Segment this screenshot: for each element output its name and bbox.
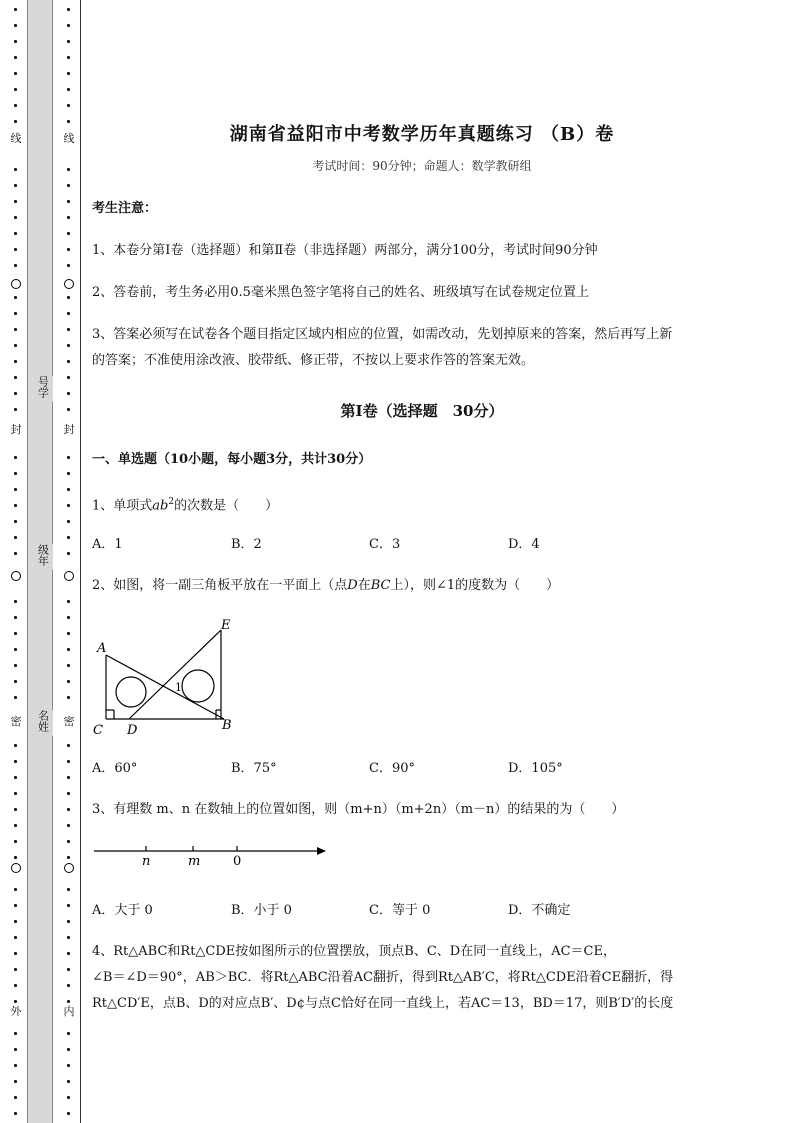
binding-dot — [67, 200, 70, 203]
binding-dot — [14, 312, 17, 315]
q2-point-d: D — [347, 578, 358, 593]
q3-number-line — [92, 838, 332, 868]
outer-mark-feng: 封 — [8, 424, 24, 436]
q3-option-a[interactable]: A．大于 0 — [92, 903, 153, 918]
binding-hole-circle — [64, 571, 74, 581]
binding-dot — [67, 888, 70, 891]
fig-label-a: A — [97, 641, 107, 656]
binding-dot — [67, 600, 70, 603]
binding-dot — [67, 184, 70, 187]
binding-dot — [14, 232, 17, 235]
binding-dot — [14, 1000, 17, 1003]
question-3: 3、有理数 m、n 在数轴上的位置如图，则（m+n）（m+2n）（m－n）的结果的为（ ） — [92, 802, 625, 817]
binding-dot — [14, 216, 17, 219]
q2-stem-post: 上），则∠1的度数为（ ） — [390, 578, 560, 593]
inner-dotted-line — [64, 0, 74, 1123]
binding-dot — [67, 968, 70, 971]
question-4-line-1: 4、Rt△ABC和Rt△CDE按如图所示的位置摆放，顶点B、C、D在同一直线上，AC＝CE， — [92, 944, 616, 959]
notice-item-1: 1、本卷分第I卷（选择题）和第Ⅱ卷（非选择题）两部分，满分100分，考试时间90分钟 — [92, 243, 598, 258]
binding-dot — [14, 760, 17, 763]
binding-dot — [67, 1048, 70, 1051]
q2-option-c[interactable]: C．90° — [369, 761, 415, 776]
binding-dot — [67, 792, 70, 795]
binding-dot — [14, 1112, 17, 1115]
inner-mark-nei: 内 — [61, 1006, 77, 1018]
q3-option-d[interactable]: D．不确定 — [508, 903, 571, 918]
binding-dot — [14, 520, 17, 523]
binding-dot — [14, 40, 17, 43]
binding-dot — [67, 744, 70, 747]
outer-mark-mi: 密 — [8, 716, 24, 728]
binding-dot — [67, 456, 70, 459]
outer-mark-xian: 线 — [8, 133, 24, 145]
binding-dot — [67, 648, 70, 651]
q1-math: ab — [152, 498, 169, 514]
binding-dot — [14, 200, 17, 203]
binding-dot — [14, 824, 17, 827]
outer-dotted-line — [11, 0, 21, 1123]
binding-dot — [67, 264, 70, 267]
binding-dot — [67, 1000, 70, 1003]
binding-dot — [67, 1064, 70, 1067]
part-heading: 一、单选题（10小题，每小题3分，共计30分） — [92, 452, 372, 467]
binding-dot — [67, 24, 70, 27]
binding-dot — [67, 72, 70, 75]
binding-dot — [14, 328, 17, 331]
q2-segment-bc: BC — [370, 578, 391, 593]
field-student-id-label: 号学 — [36, 376, 50, 398]
inner-mark-feng: 封 — [61, 424, 77, 436]
fig-angle-label: 1 — [175, 681, 182, 694]
binding-dot — [67, 760, 70, 763]
binding-dot — [14, 472, 17, 475]
q2-option-d[interactable]: D．105° — [508, 761, 563, 776]
binding-dot — [67, 40, 70, 43]
binding-dot — [14, 1032, 17, 1035]
axis-label-n: n — [142, 854, 151, 868]
binding-dot — [67, 360, 70, 363]
binding-dot — [14, 376, 17, 379]
binding-dot — [67, 312, 70, 315]
q1-exponent: 2 — [168, 497, 175, 507]
binding-dot — [14, 952, 17, 955]
binding-dot — [67, 232, 70, 235]
binding-dot — [67, 936, 70, 939]
binding-dot — [14, 456, 17, 459]
binding-dot — [14, 88, 17, 91]
question-4-line-3: Rt△CD′E，点B、D的对应点B′、D¢与点C恰好在同一直线上，若AC＝13，BD＝17，则B′D′的长度 — [92, 996, 674, 1011]
binding-dot — [67, 776, 70, 779]
binding-dot — [67, 504, 70, 507]
binding-dot — [67, 952, 70, 955]
binding-dot — [14, 104, 17, 107]
binding-dot — [67, 520, 70, 523]
binding-dot — [14, 504, 17, 507]
q2-triangles-figure — [92, 612, 252, 742]
outer-mark-wai: 外 — [8, 1006, 24, 1018]
binding-dot — [67, 168, 70, 171]
binding-dot — [67, 344, 70, 347]
q3-option-c[interactable]: C．等于 0 — [369, 903, 431, 918]
binding-dot — [14, 920, 17, 923]
q2-option-a[interactable]: A．60° — [92, 761, 138, 776]
q2-stem-pre: 2、如图，将一副三角板平放在一平面上（点 — [92, 578, 348, 593]
binding-dot — [67, 616, 70, 619]
binding-dot — [67, 552, 70, 555]
q1-stem-pre: 1、单项式 — [92, 498, 153, 514]
binding-dot — [67, 904, 70, 907]
binding-dot — [14, 696, 17, 699]
binding-dot — [14, 648, 17, 651]
binding-dot — [14, 408, 17, 411]
binding-dot — [14, 344, 17, 347]
binding-dot — [14, 248, 17, 251]
binding-dot — [67, 472, 70, 475]
binding-dot — [14, 488, 17, 491]
binding-dot — [14, 856, 17, 859]
binding-dot — [67, 328, 70, 331]
binding-dot — [14, 792, 17, 795]
binding-dot — [14, 536, 17, 539]
binding-dot — [14, 72, 17, 75]
q1-option-d[interactable]: D．4 — [508, 537, 540, 552]
question-1 — [92, 492, 278, 516]
binding-dot — [14, 968, 17, 971]
exam-title: 湖南省益阳市中考数学历年真题练习 （B）卷 — [229, 124, 615, 145]
field-name-label: 名姓 — [36, 710, 50, 732]
binding-dot — [67, 920, 70, 923]
field-student-id — [33, 376, 53, 402]
binding-dot — [14, 840, 17, 843]
binding-dot — [67, 824, 70, 827]
binding-dot — [14, 360, 17, 363]
binding-dot — [14, 936, 17, 939]
field-grade — [33, 544, 53, 570]
binding-dot — [67, 392, 70, 395]
q2-stem-mid: 在 — [357, 578, 371, 593]
binding-dot — [14, 1048, 17, 1051]
q2-option-b[interactable]: B．75° — [231, 761, 277, 776]
binding-dot — [14, 616, 17, 619]
binding-dot — [14, 904, 17, 907]
q1-option-c[interactable]: C．3 — [369, 537, 401, 552]
notice-heading: 考生注意： — [92, 201, 158, 216]
binding-dot — [67, 120, 70, 123]
binding-dot — [14, 808, 17, 811]
binding-dot — [67, 536, 70, 539]
binding-hole-circle — [11, 279, 21, 289]
binding-dot — [14, 392, 17, 395]
binding-dot — [67, 984, 70, 987]
binding-dot — [67, 856, 70, 859]
binding-dot — [14, 168, 17, 171]
binding-margin — [0, 0, 82, 1123]
fig-label-d: D — [127, 723, 138, 738]
binding-dot — [67, 840, 70, 843]
binding-dot — [67, 1080, 70, 1083]
binding-dot — [67, 104, 70, 107]
binding-dot — [14, 1080, 17, 1083]
binding-dot — [14, 552, 17, 555]
binding-dot — [67, 664, 70, 667]
notice-item-3: 3、答案必须写在试卷各个题目指定区域内相应的位置，如需改动，先划掉原来的答案，然后再写上新 — [92, 327, 673, 342]
binding-frame-line — [80, 0, 81, 1123]
binding-dot — [67, 8, 70, 11]
field-name — [33, 710, 53, 736]
binding-dot — [67, 1032, 70, 1035]
binding-dot — [14, 56, 17, 59]
binding-dot — [14, 24, 17, 27]
axis-label-zero: 0 — [233, 854, 242, 868]
binding-dot — [67, 1096, 70, 1099]
q1-stem-post: 的次数是（ ） — [174, 498, 279, 514]
binding-dot — [67, 808, 70, 811]
binding-dot — [14, 8, 17, 11]
binding-dot — [67, 696, 70, 699]
exam-subtitle: 考试时间：90分钟；命题人：数学教研组 — [312, 159, 532, 173]
q3-option-b[interactable]: B．小于 0 — [231, 903, 292, 918]
field-grade-label: 级年 — [36, 544, 50, 566]
q1-option-a[interactable]: A．1 — [92, 537, 123, 552]
binding-dot — [14, 744, 17, 747]
binding-dot — [67, 488, 70, 491]
notice-item-3-cont: 的答案；不准使用涂改液、胶带纸、修正带，不按以上要求作答的答案无效。 — [92, 353, 535, 368]
binding-dot — [14, 264, 17, 267]
binding-dot — [67, 408, 70, 411]
binding-dot — [14, 600, 17, 603]
binding-dot — [67, 296, 70, 299]
binding-hole-circle — [11, 571, 21, 581]
binding-dot — [67, 216, 70, 219]
binding-dot — [14, 1064, 17, 1067]
binding-dot — [14, 120, 17, 123]
binding-dot — [14, 680, 17, 683]
q1-option-b[interactable]: B．2 — [231, 537, 262, 552]
axis-label-m: m — [188, 854, 201, 868]
binding-dot — [67, 376, 70, 379]
binding-dot — [14, 184, 17, 187]
fig-label-b: B — [222, 718, 232, 733]
binding-hole-circle — [64, 863, 74, 873]
binding-dot — [14, 664, 17, 667]
inner-mark-xian: 线 — [61, 133, 77, 145]
binding-dot — [14, 296, 17, 299]
binding-dot — [67, 632, 70, 635]
question-4-line-2: ∠B＝∠D＝90°，AB＞BC．将Rt△ABC沿着AC翻折，得到Rt△AB′C，将Rt△CDE沿着CE翻折，得 — [92, 970, 674, 985]
section-title: 第I卷（选择题 30分） — [340, 402, 504, 420]
question-2 — [92, 576, 559, 596]
binding-dot — [14, 984, 17, 987]
inner-mark-mi: 密 — [61, 716, 77, 728]
fig-label-c: C — [93, 723, 103, 738]
binding-dot — [14, 1096, 17, 1099]
binding-dot — [14, 632, 17, 635]
binding-dot — [14, 888, 17, 891]
binding-dot — [67, 56, 70, 59]
binding-dot — [67, 88, 70, 91]
binding-hole-circle — [64, 279, 74, 289]
notice-item-2: 2、答卷前，考生务必用0.5毫米黑色签字笔将自己的姓名、班级填写在试卷规定位置上 — [92, 285, 589, 300]
binding-hole-circle — [11, 863, 21, 873]
fig-label-e: E — [221, 618, 231, 633]
binding-dot — [67, 1112, 70, 1115]
binding-dot — [67, 248, 70, 251]
binding-dot — [14, 776, 17, 779]
binding-dot — [67, 680, 70, 683]
